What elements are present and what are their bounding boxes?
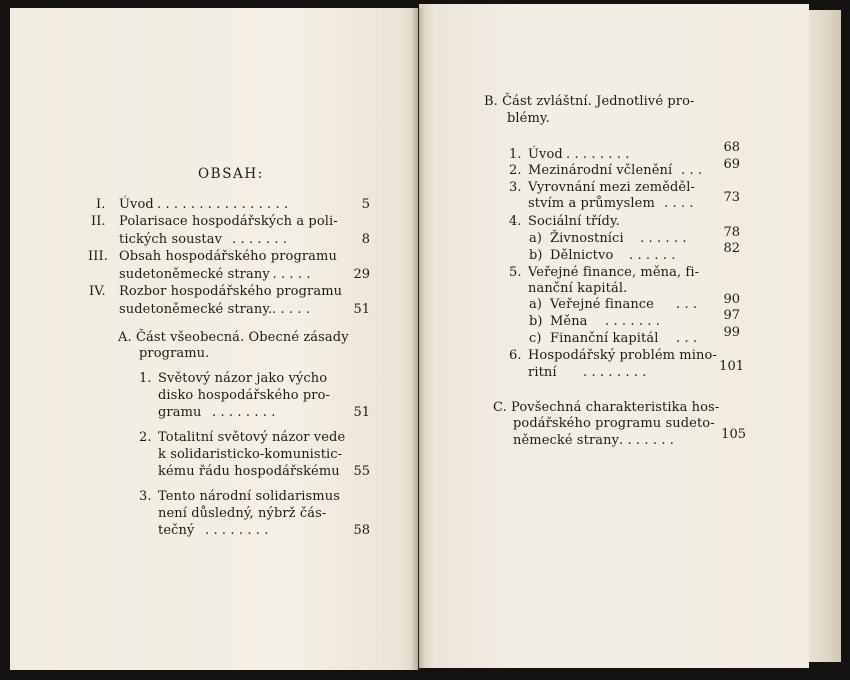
item-page: 99 <box>723 325 740 340</box>
item-page: 82 <box>723 241 740 256</box>
entry-page: 51 <box>353 302 370 317</box>
item-number: 2. <box>509 163 522 178</box>
item-number: 3. <box>509 180 522 195</box>
item-number: 6. <box>509 348 522 363</box>
item-page: 68 <box>723 140 740 155</box>
part-b-heading-cont: blémy. <box>507 111 550 126</box>
item-title-cont: nanční kapitál. <box>528 281 628 296</box>
part-c-heading-cont: německé strany <box>513 433 620 448</box>
entry-page: 8 <box>361 232 370 247</box>
contents-title: OBSAH: <box>198 166 264 182</box>
entry-dots: . . . . . . . . . . . . . . . . <box>157 197 289 212</box>
item-title: Veřejné finance, měna, fi- <box>528 265 700 280</box>
sub-title-cont: gramu <box>158 405 202 420</box>
sub-dots: . . . . . . . . <box>212 405 276 420</box>
item-title: Měna <box>550 314 588 329</box>
part-b-heading: B. Část zvláštní. Jednotlivé pro- <box>484 94 695 109</box>
item-letter: a) <box>529 231 543 246</box>
sub-title: Tento národní solidarismus <box>158 489 340 504</box>
entry-title: Úvod <box>119 197 154 212</box>
item-letter: a) <box>529 297 543 312</box>
entry-title-cont: sudetoněmecké strany <box>119 267 270 282</box>
sub-page: 58 <box>353 523 370 538</box>
item-title: Úvod <box>528 147 563 162</box>
item-dots: . . . . . . . . <box>583 365 647 380</box>
entry-number: II. <box>91 214 106 229</box>
part-c-heading: C. Povšechná charakteristika hos- <box>493 400 720 415</box>
book-spine <box>411 8 425 670</box>
item-page: 69 <box>723 157 740 172</box>
item-title: Vyrovnání mezi zeměděl- <box>528 180 695 195</box>
entry-page: 5 <box>361 197 370 212</box>
item-page: 90 <box>723 292 740 307</box>
entry-title: Polarisace hospodářských a poli- <box>119 214 338 229</box>
item-title-cont: ritní <box>528 365 557 380</box>
item-number: 5. <box>509 265 522 280</box>
item-title: Sociální třídy. <box>528 214 620 229</box>
item-dots: . . . <box>681 163 703 178</box>
item-title: Mezinárodní včlenění <box>528 163 673 178</box>
sub-title-cont: disko hospodářského pro- <box>158 388 331 403</box>
entry-page: 29 <box>353 267 370 282</box>
part-c-dots: . . . . . . . <box>619 433 675 448</box>
sub-page: 51 <box>353 405 370 420</box>
sub-number: 1. <box>139 371 152 386</box>
item-dots: . . . . . . . . <box>566 147 630 162</box>
entry-number: I. <box>96 197 106 212</box>
item-title: Veřejné finance <box>550 297 654 312</box>
item-dots: . . . . <box>664 196 694 211</box>
item-dots: . . . <box>676 331 698 346</box>
entry-title-cont: tických soustav <box>119 232 223 247</box>
item-dots: . . . . . . <box>629 248 676 263</box>
item-letter: c) <box>529 331 542 346</box>
sub-number: 3. <box>139 489 152 504</box>
item-title: Živnostníci <box>550 231 624 246</box>
part-c-page: 105 <box>721 427 746 442</box>
item-title-cont: stvím a průmyslem <box>528 196 655 211</box>
entry-dots: . . . . . . <box>264 267 311 282</box>
entry-title-cont: sudetoněmecké strany. <box>119 302 273 317</box>
item-page: 101 <box>719 359 744 374</box>
sub-number: 2. <box>139 430 152 445</box>
item-dots: . . . <box>676 297 698 312</box>
item-letter: b) <box>529 314 543 329</box>
part-a-heading: A. Část všeobecná. Obecné zásady <box>118 330 349 345</box>
part-a-heading-cont: programu. <box>139 346 210 361</box>
item-page: 97 <box>723 308 740 323</box>
entry-dots: . . . . . . . <box>232 232 288 247</box>
sub-title-cont: tečný <box>158 523 195 538</box>
sub-title-cont: k solidaristicko-komunistic- <box>158 447 343 462</box>
item-dots: . . . . . . . <box>605 314 661 329</box>
part-c-heading-cont: podářského programu sudeto- <box>513 416 715 431</box>
entry-dots: . . . . . <box>272 302 311 317</box>
item-title: Hospodářský problém mino- <box>528 348 717 363</box>
item-number: 4. <box>509 214 522 229</box>
entry-title: Obsah hospodářského programu <box>119 249 337 264</box>
entry-number: IV. <box>89 284 106 299</box>
sub-page: 55 <box>353 464 370 479</box>
item-title: Dělnictvo <box>550 248 614 263</box>
sub-title-cont: není důsledný, nýbrž čás- <box>158 506 327 521</box>
page-edges <box>809 10 841 662</box>
entry-title: Rozbor hospodářského programu <box>119 284 343 299</box>
item-number: 1. <box>509 147 522 162</box>
item-letter: b) <box>529 248 543 263</box>
item-page: 78 <box>723 225 740 240</box>
entry-number: III. <box>88 249 108 264</box>
sub-dots: . . . . . . . . <box>205 523 269 538</box>
item-dots: . . . . . . <box>640 231 687 246</box>
item-title: Finanční kapitál <box>550 331 659 346</box>
item-page: 73 <box>723 190 740 205</box>
sub-title: Světový názor jako výcho <box>158 371 328 386</box>
sub-title: Totalitní světový názor vede <box>158 430 346 445</box>
sub-title-cont: kému řádu hospodářskému <box>158 464 340 479</box>
